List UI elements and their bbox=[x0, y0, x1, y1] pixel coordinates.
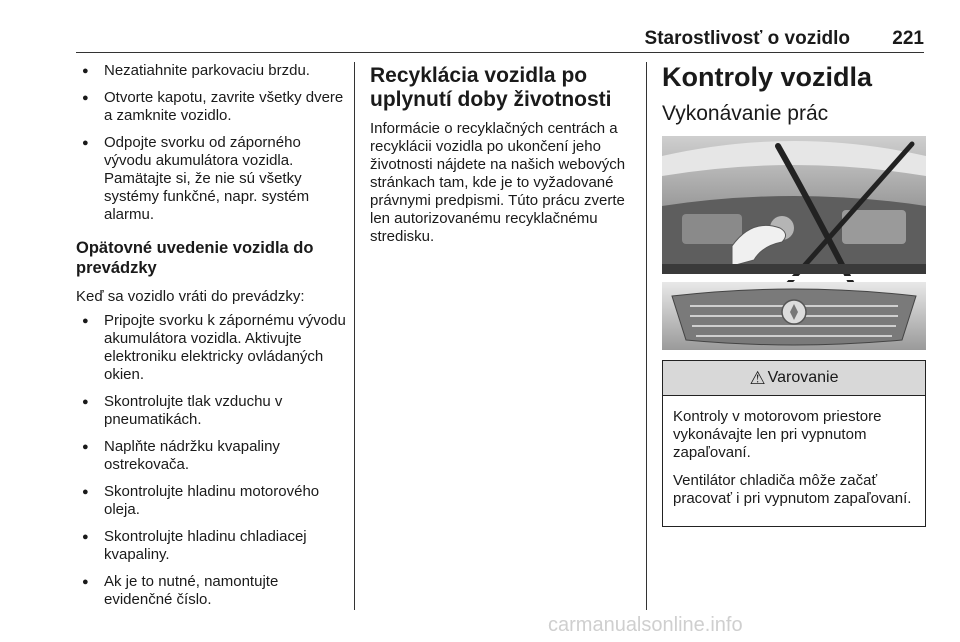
chapter-title: Kontroly vozidla bbox=[662, 62, 873, 92]
bullet-list-storage bbox=[76, 62, 346, 224]
list-item: ● Nezatiahnite parkovaciu brzdu. bbox=[76, 62, 346, 80]
column-left bbox=[76, 62, 346, 618]
hood-open-drawing bbox=[662, 136, 926, 350]
list-item: ● Pripojte svorku k zápornému vývodu akumulátora vozidla. Aktivujte elektroniku elektricky ovládaných okien. bbox=[76, 312, 346, 384]
warning-body bbox=[663, 396, 925, 526]
list-item: ● Odpojte svorku od záporného vývodu akumulátora vozidla. Pamätajte si, že nie sú všetky systémy funkčné, napr. systém alarmu. bbox=[76, 134, 346, 224]
warning-header bbox=[663, 361, 925, 396]
warning-text-1: Kontroly v motorovom priestore vykonávajte len pri vypnutom zapaľovaní. bbox=[673, 408, 882, 461]
watermark: carmanualsonline.info bbox=[548, 614, 743, 636]
section-title: Starostlivosť o vozidlo bbox=[644, 28, 850, 49]
list-item: ● Skontrolujte hladinu chladiacej kvapaliny. bbox=[76, 528, 346, 564]
subheading-return-to-service: Opätovné uvedenie vozidla do prevádzky bbox=[76, 239, 314, 277]
page-header bbox=[76, 28, 924, 53]
column-middle bbox=[370, 62, 638, 252]
list-item: ● Ak je to nutné, namontujte evidenčné číslo. bbox=[76, 573, 346, 609]
intro-text: Keď sa vozidlo vráti do prevádzky: bbox=[76, 288, 305, 305]
column-divider bbox=[354, 62, 355, 610]
warning-triangle-icon: ⚠ bbox=[749, 367, 766, 388]
list-item: ● Skontrolujte tlak vzduchu v pneumatikách. bbox=[76, 393, 346, 429]
list-item: ● Skontrolujte hladinu motorového oleja. bbox=[76, 483, 346, 519]
section-subtitle: Vykonávanie prác bbox=[662, 102, 829, 125]
recycling-heading: Recyklácia vozidla po uplynutí doby životnosti bbox=[370, 64, 612, 111]
list-item: ● Naplňte nádržku kvapaliny ostrekovača. bbox=[76, 438, 346, 474]
page-number: 221 bbox=[892, 28, 924, 49]
engine-hood-illustration bbox=[662, 136, 926, 350]
bullet-list-return bbox=[76, 312, 346, 609]
list-item: ● Otvorte kapotu, zavrite všetky dvere a zamknite vozidlo. bbox=[76, 89, 346, 125]
warning-text-2: Ventilátor chladiča môže začať pracovať i pri vypnutom zapaľovaní. bbox=[673, 472, 912, 507]
warning-box bbox=[662, 360, 926, 527]
recycling-text: Informácie o recyklačných centrách a recyklácii vozidla po ukončení jeho životnosti nájdete na našich webových stránkach tam, kde je to vyžadované právnymi predpismi. Túto prácu zverte len autorizovanému recyklačnému stredisku. bbox=[370, 120, 626, 245]
warning-label: Varovanie bbox=[767, 369, 839, 386]
column-divider bbox=[646, 62, 647, 610]
column-right bbox=[662, 62, 926, 527]
